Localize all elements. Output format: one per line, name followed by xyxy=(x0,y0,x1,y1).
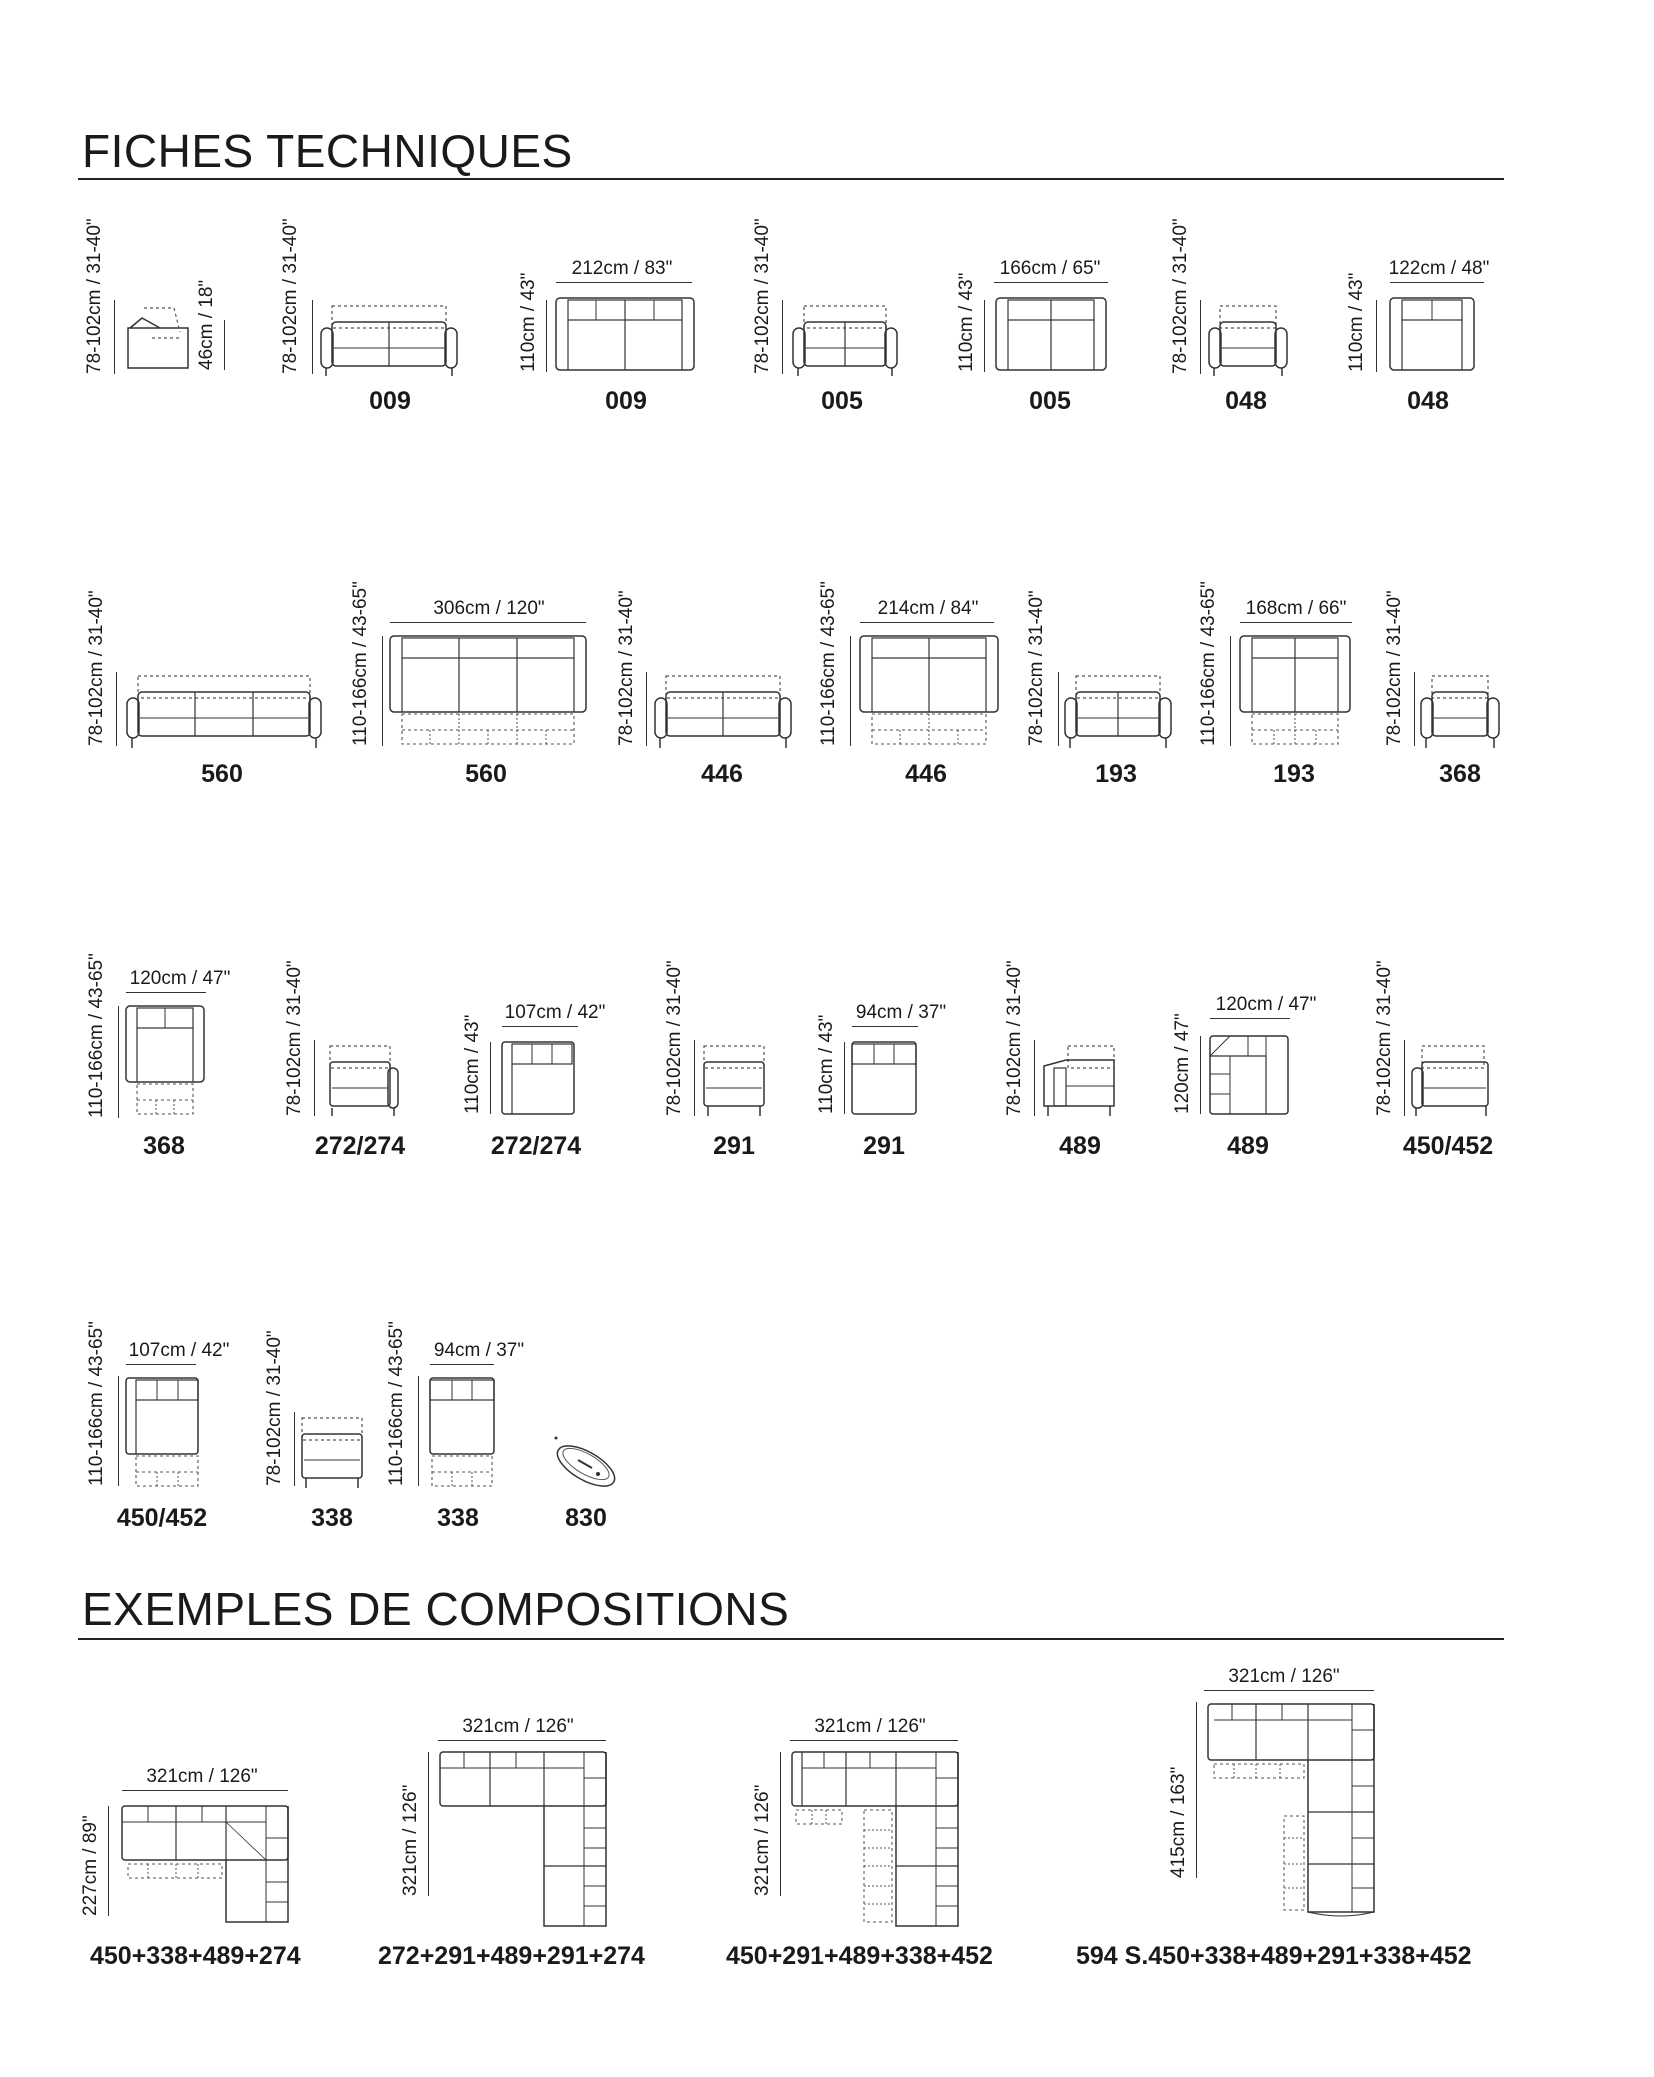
composition-l-long-icon xyxy=(788,1748,964,1932)
dimension-line xyxy=(312,300,313,374)
composition-label: 450+338+489+274 xyxy=(90,1942,301,1970)
model-code: 338 xyxy=(311,1504,353,1532)
dimension-line xyxy=(114,300,115,374)
composition-label: 272+291+489+291+274 xyxy=(378,1942,645,1970)
arm-unit-front-icon xyxy=(326,1040,402,1120)
depth-dimension: 110cm / 43" xyxy=(518,272,539,372)
dimension-line xyxy=(546,300,547,372)
dimension-line xyxy=(1414,672,1415,746)
composition-depth: 227cm / 89" xyxy=(80,1815,101,1916)
sofa-front-icon xyxy=(1062,670,1174,752)
model-code: 048 xyxy=(1407,387,1449,415)
model-code: 560 xyxy=(201,760,243,788)
dimension-line xyxy=(382,636,383,746)
dimension-line xyxy=(118,1006,119,1118)
model-code: 368 xyxy=(1439,760,1481,788)
depth-dimension: 110cm / 43" xyxy=(462,1014,483,1114)
dimension-line xyxy=(1200,300,1201,374)
width-dimension: 166cm / 65" xyxy=(999,258,1101,279)
armless-unit-front-icon xyxy=(298,1412,368,1492)
dimension-line xyxy=(418,1376,419,1486)
model-code: 048 xyxy=(1225,387,1267,415)
width-dimension: 107cm / 42" xyxy=(504,1002,606,1023)
depth-dimension: 110cm / 43" xyxy=(956,272,977,372)
dimension-line xyxy=(118,1376,119,1486)
model-code: 489 xyxy=(1227,1132,1269,1160)
width-dimension: 94cm / 37" xyxy=(855,1002,947,1023)
model-code: 005 xyxy=(821,387,863,415)
sofa-top-icon xyxy=(1238,634,1356,750)
depth-dimension: 110-166cm / 43-65" xyxy=(86,953,107,1118)
width-dimension: 122cm / 48" xyxy=(1388,258,1490,279)
sofa-top-icon xyxy=(554,296,700,376)
dimension-line xyxy=(108,1806,109,1916)
height-dimension: 78-102cm / 31-40" xyxy=(664,960,685,1116)
dimension-line xyxy=(1240,622,1352,623)
dimension-line xyxy=(1200,1036,1201,1114)
model-code: 193 xyxy=(1273,760,1315,788)
height-dimension: 78-102cm / 31-40" xyxy=(264,1330,285,1486)
dimension-line xyxy=(294,1412,295,1486)
composition-label: 594 S.450+338+489+291+338+452 xyxy=(1076,1942,1472,1970)
height-dimension: 78-102cm / 31-40" xyxy=(1384,590,1405,746)
width-dimension: 306cm / 120" xyxy=(433,598,545,619)
dimension-line xyxy=(1058,672,1059,746)
height-dimension: 78-102cm / 31-40" xyxy=(616,590,637,746)
composition-label: 450+291+489+338+452 xyxy=(726,1942,993,1970)
model-code: 009 xyxy=(369,387,411,415)
dimension-line xyxy=(122,1790,288,1791)
width-dimension: 214cm / 84" xyxy=(877,598,979,619)
corner-unit-top-icon xyxy=(1208,1034,1292,1118)
height-dimension: 78-102cm / 31-40" xyxy=(752,218,773,374)
model-code: 446 xyxy=(905,760,947,788)
model-code: 450/452 xyxy=(116,1504,208,1532)
sofa-top-icon xyxy=(858,634,1004,750)
height-dimension: 78-102cm / 31-40" xyxy=(1026,590,1047,746)
dimension-line xyxy=(390,622,586,623)
depth-dimension: 110-166cm / 43-65" xyxy=(1198,581,1219,746)
height-dimension: 78-102cm / 31-40" xyxy=(84,218,105,374)
composition-depth: 415cm / 163" xyxy=(1168,1766,1189,1878)
depth-dimension: 120cm / 47" xyxy=(1172,1013,1193,1114)
armless-unit-top-icon xyxy=(428,1376,498,1492)
depth-dimension: 110-166cm / 43-65" xyxy=(350,581,371,746)
dimension-line xyxy=(438,1740,606,1741)
armless-unit-top-icon xyxy=(850,1040,920,1120)
model-code: 291 xyxy=(713,1132,755,1160)
dimension-line xyxy=(844,1042,845,1114)
section-rule xyxy=(78,178,1504,180)
width-dimension: 168cm / 66" xyxy=(1245,598,1347,619)
dimension-line xyxy=(852,1026,918,1027)
height-dimension: 78-102cm / 31-40" xyxy=(1170,218,1191,374)
remote-control-icon xyxy=(548,1434,622,1494)
model-code: 272/274 xyxy=(490,1132,582,1160)
dimension-line xyxy=(780,1752,781,1896)
composition-width: 321cm / 126" xyxy=(462,1716,574,1737)
model-code: 193 xyxy=(1095,760,1137,788)
sofa-front-icon xyxy=(790,300,900,380)
model-code: 446 xyxy=(701,760,743,788)
model-code: 005 xyxy=(1029,387,1071,415)
composition-depth: 321cm / 126" xyxy=(400,1784,421,1896)
model-code: 272/274 xyxy=(314,1132,406,1160)
composition-l-long-icon xyxy=(436,1748,612,1932)
dimension-line xyxy=(1204,1690,1374,1691)
dimension-line xyxy=(790,1740,958,1741)
dimension-line xyxy=(428,1752,429,1896)
composition-l-icon xyxy=(118,1802,294,1928)
dimension-line xyxy=(556,282,692,283)
width-dimension: 120cm / 47" xyxy=(1215,994,1317,1015)
arm-unit-front-icon xyxy=(1410,1040,1494,1120)
sofa-top-icon xyxy=(388,634,590,750)
model-code: 368 xyxy=(143,1132,185,1160)
dimension-line xyxy=(126,1364,196,1365)
armchair-front-icon xyxy=(1206,300,1290,380)
dimension-line xyxy=(1196,1702,1197,1878)
composition-depth: 321cm / 126" xyxy=(752,1784,773,1896)
dimension-line xyxy=(1034,1040,1035,1116)
dimension-line xyxy=(126,992,206,993)
section-title-compositions: EXEMPLES DE COMPOSITIONS xyxy=(82,1583,790,1635)
model-code: 291 xyxy=(863,1132,905,1160)
dimension-line xyxy=(782,300,783,374)
dimension-line xyxy=(994,282,1108,283)
dimension-line xyxy=(646,672,647,746)
section-title-technical: FICHES TECHNIQUES xyxy=(82,125,573,177)
arm-unit-top-icon xyxy=(500,1040,580,1120)
height-dimension: 78-102cm / 31-40" xyxy=(284,960,305,1116)
headrest-mechanism-icon xyxy=(120,300,200,380)
model-code: 830 xyxy=(565,1504,607,1532)
dimension-line xyxy=(314,1040,315,1116)
height-dimension: 78-102cm / 31-40" xyxy=(86,590,107,746)
dimension-line xyxy=(1230,636,1231,746)
depth-dimension: 110-166cm / 43-65" xyxy=(818,581,839,746)
model-code: 560 xyxy=(465,760,507,788)
depth-dimension: 110-166cm / 43-65" xyxy=(86,1321,107,1486)
dimension-line xyxy=(1390,282,1484,283)
dimension-line xyxy=(430,1364,494,1365)
height-dimension: 78-102cm / 31-40" xyxy=(1004,960,1025,1116)
armchair-front-icon xyxy=(1418,670,1502,752)
sofa-front-icon xyxy=(124,670,324,752)
composition-width: 321cm / 126" xyxy=(814,1716,926,1737)
sofa-front-icon xyxy=(652,670,792,752)
sofa-top-icon xyxy=(994,296,1112,376)
height-dimension: 78-102cm / 31-40" xyxy=(280,218,301,374)
composition-width: 321cm / 126" xyxy=(146,1766,258,1787)
height-dimension: 78-102cm / 31-40" xyxy=(1374,960,1395,1116)
armchair-top-icon xyxy=(124,1004,210,1120)
dimension-line xyxy=(850,636,851,746)
dimension-line xyxy=(1210,1018,1290,1019)
seat-height-dimension: 46cm / 18" xyxy=(196,279,217,370)
depth-dimension: 110cm / 43" xyxy=(1346,272,1367,372)
dimension-line xyxy=(490,1042,491,1114)
model-code: 450/452 xyxy=(1402,1132,1494,1160)
armless-unit-front-icon xyxy=(700,1040,770,1120)
dimension-line xyxy=(1404,1040,1405,1116)
depth-dimension: 110cm / 43" xyxy=(816,1014,837,1114)
sofa-front-icon xyxy=(318,300,458,380)
dimension-line xyxy=(694,1040,695,1116)
composition-width: 321cm / 126" xyxy=(1228,1666,1340,1687)
model-code: 009 xyxy=(605,387,647,415)
section-rule xyxy=(78,1638,1504,1640)
width-dimension: 107cm / 42" xyxy=(128,1340,230,1361)
armchair-top-icon xyxy=(1388,296,1480,376)
dimension-line xyxy=(1376,300,1377,372)
model-code: 338 xyxy=(437,1504,479,1532)
width-dimension: 120cm / 47" xyxy=(129,968,231,989)
model-code: 489 xyxy=(1059,1132,1101,1160)
dimension-line xyxy=(984,300,985,372)
dimension-line xyxy=(860,622,994,623)
composition-l-xl-icon xyxy=(1204,1700,1380,1922)
depth-dimension: 110-166cm / 43-65" xyxy=(386,1321,407,1486)
dimension-line xyxy=(224,320,225,370)
corner-unit-front-icon xyxy=(1040,1040,1120,1120)
arm-unit-top-icon xyxy=(124,1376,204,1492)
width-dimension: 94cm / 37" xyxy=(433,1340,525,1361)
dimension-line xyxy=(116,672,117,746)
dimension-line xyxy=(502,1026,578,1027)
width-dimension: 212cm / 83" xyxy=(571,258,673,279)
